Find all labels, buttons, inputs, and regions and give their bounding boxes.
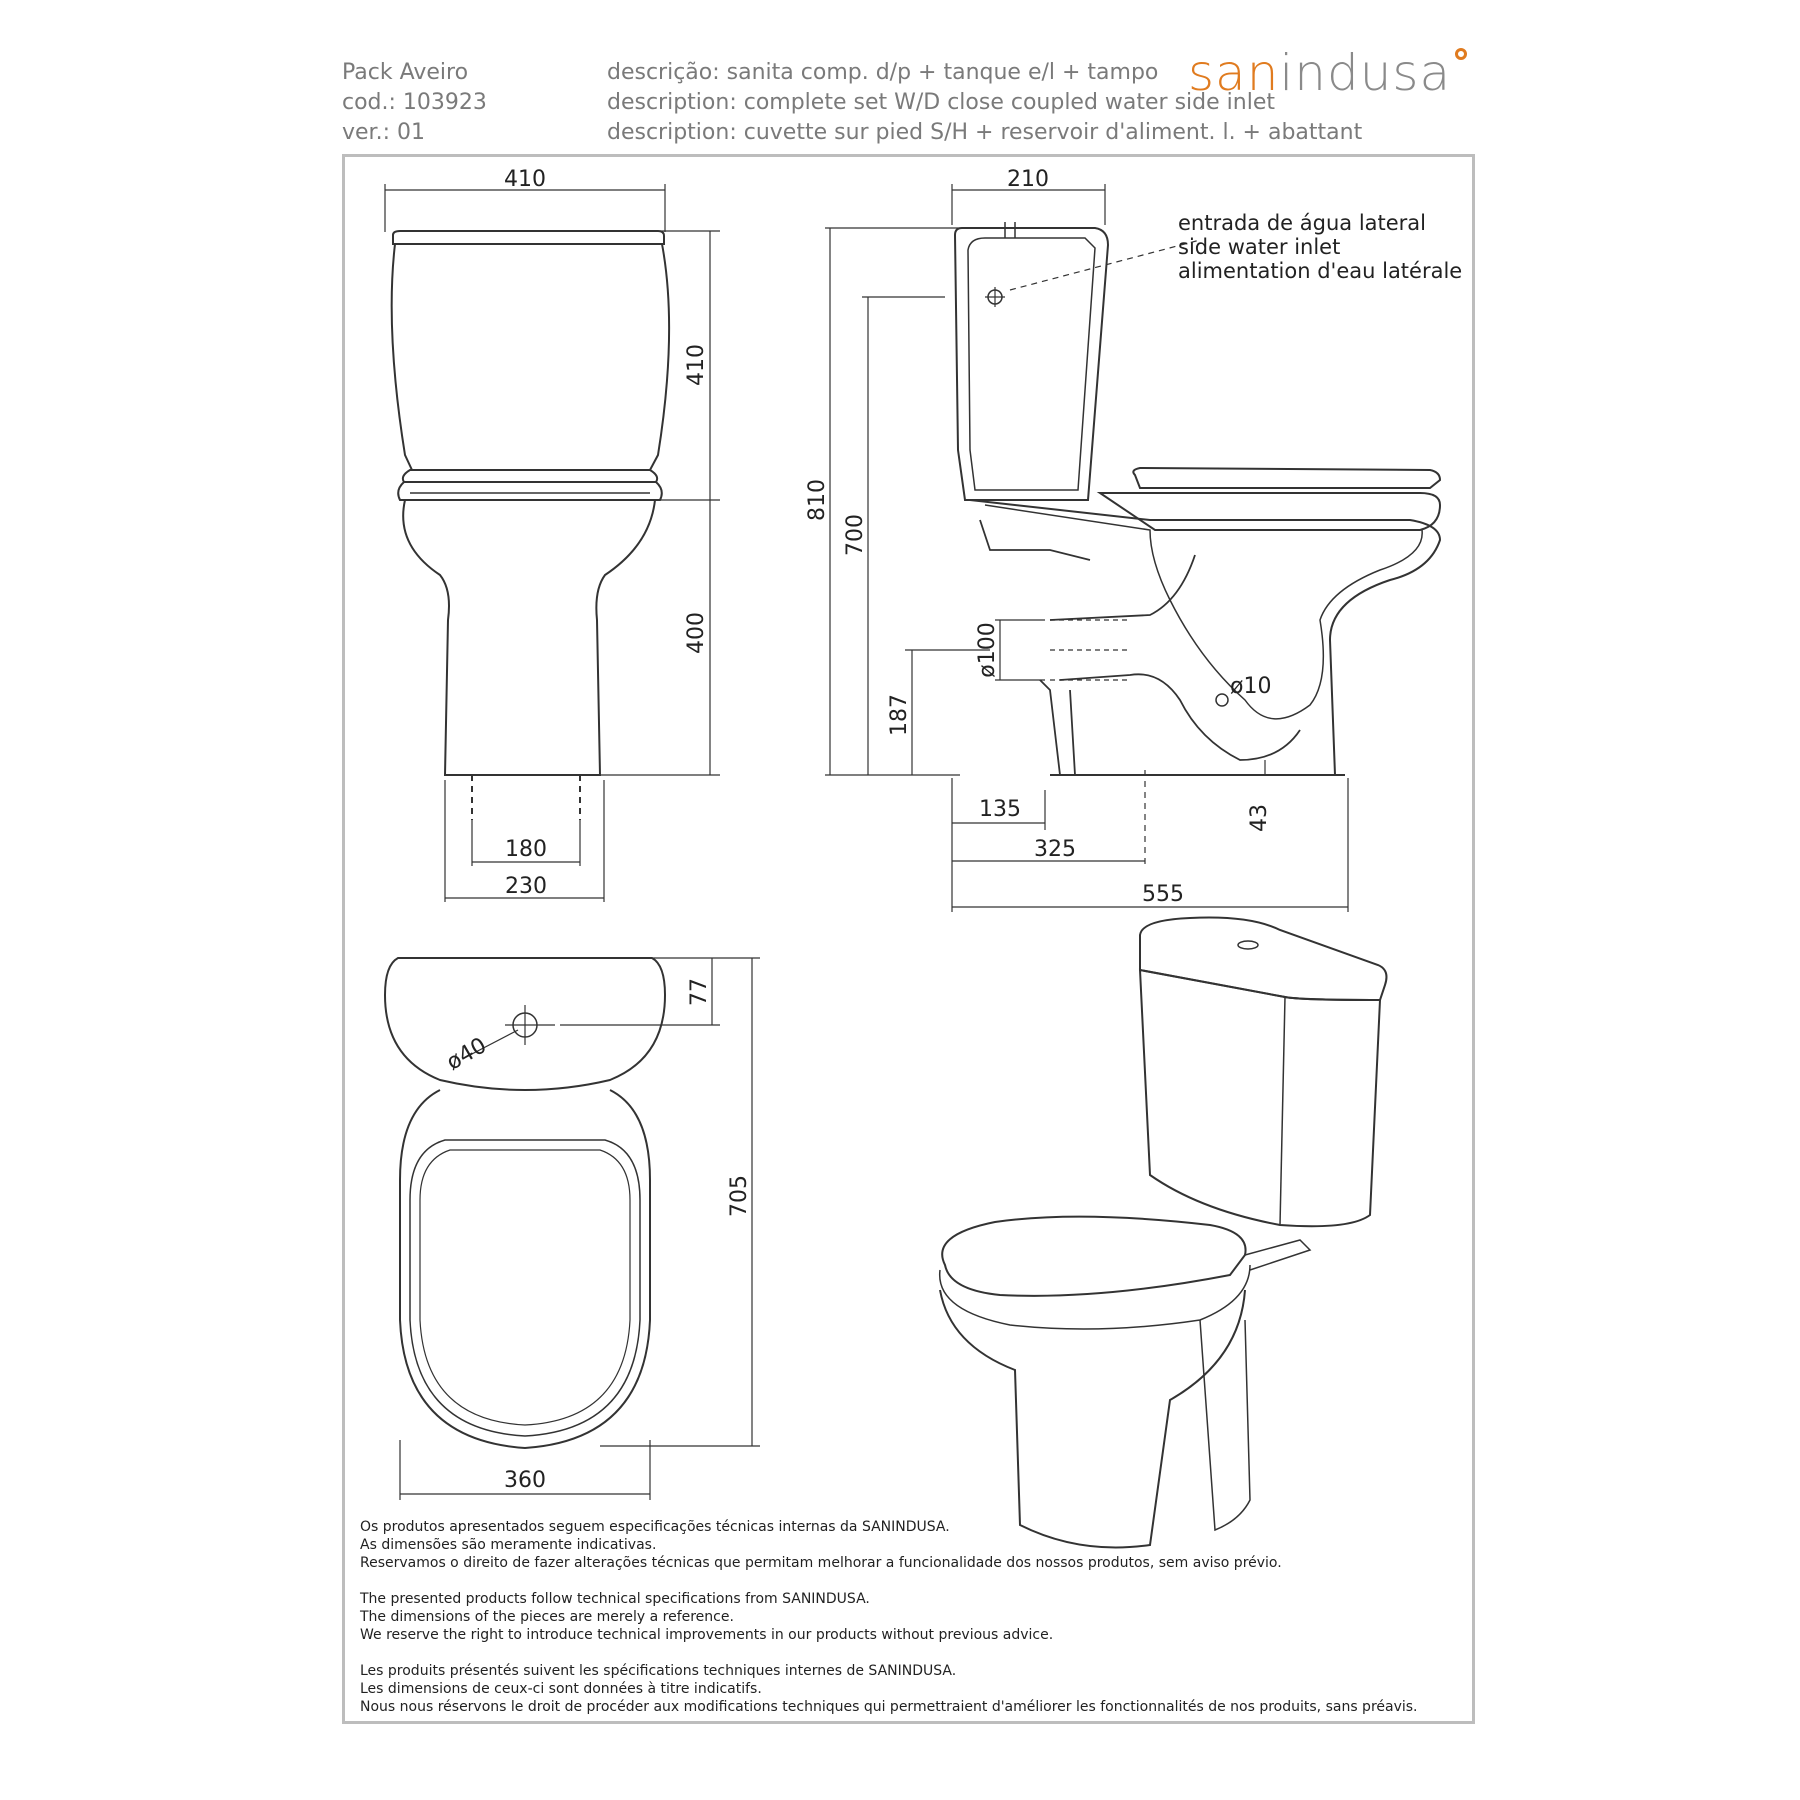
notes-en [360,1590,1418,1644]
dim-outlet-height: 187 [887,694,912,736]
dim-hole-offset: 77 [687,978,712,1006]
description-pt: descrição: sanita comp. d/p + tanque e/l + tampo [607,60,1159,85]
product-name: Pack Aveiro [342,60,469,85]
dim-trap-diameter: ø10 [1230,674,1272,699]
dim-total-depth: 555 [1142,882,1184,907]
front-seat [398,482,662,500]
side-tank-inner [968,238,1095,490]
front-tank-body [392,244,669,470]
dim-tank-height: 410 [684,344,709,386]
top-seat-outer [400,1090,650,1448]
perspective-view [940,918,1387,1548]
side-seat-lid [1133,468,1440,488]
front-view [385,167,720,902]
inlet-note-pt: entrada de água lateral [1178,211,1427,235]
iso-tank-body [1140,970,1380,1226]
dim-135: 135 [979,797,1021,822]
note-pt-3: Reservamos o direito de fazer alterações técnicas que permitam melhorar a funcionalidade dos nossos produtos, sem aviso prévio. [360,1555,1282,1571]
top-view [385,958,760,1500]
side-seat [1100,493,1440,530]
description-en: description: complete set W/D close coupled water side inlet [607,90,1275,115]
dim-bowl-height: 400 [684,612,709,654]
side-trap [1050,555,1300,760]
logo-san: san [1188,44,1280,102]
dim-outlet-diameter: ø100 [975,622,1000,678]
side-view [805,167,1462,912]
iso-seat [942,1217,1245,1296]
iso-tank-lid [1140,918,1386,1001]
side-bowl-inner [985,505,1422,719]
note-fr-2: Les dimensions de ceux-ci sont données à titre indicatifs. [360,1681,762,1697]
dim-tank-depth: 210 [1007,167,1049,192]
dim-seat-width: 360 [504,1468,546,1493]
dim-325: 325 [1034,837,1076,862]
notes-pt [360,1518,1418,1572]
dim-base-inner: 180 [505,837,547,862]
note-fr-3: Nous nous réservons le droit de procéder aux modifications techniques qui permettraient d'améliorer les fonctionnalités de nos produits, sans préavis. [360,1699,1418,1715]
front-tank-lid [393,231,664,244]
note-pt-1: Os produtos apresentados seguem especificações técnicas internas da SANINDUSA. [360,1519,950,1535]
dim-trap-offset: 43 [1247,804,1272,832]
inlet-note-fr: alimentation d'eau latérale [1178,259,1463,283]
dim-total-height: 810 [805,479,830,521]
note-en-3: We reserve the right to introduce technical improvements in our products without previous advice. [360,1627,1054,1643]
front-bowl [403,500,655,775]
notes-fr [360,1662,1418,1716]
logo-indusa: indusa [1279,44,1452,102]
dim-base-outer: 230 [505,874,547,899]
legal-notes [360,1518,1418,1734]
product-code: cod.: 103923 [342,90,487,115]
product-version: ver.: 01 [342,120,425,145]
dim-inlet-height: 700 [843,514,868,556]
inlet-note-en: side water inlet [1178,235,1341,259]
side-tank-outer [955,228,1108,500]
dim-front-width: 410 [504,167,546,192]
note-pt-2: As dimensões são meramente indicativas. [360,1537,657,1553]
note-fr-1: Les produits présentés suivent les spécifications techniques internes de SANINDUSA. [360,1663,957,1679]
dim-hole-diameter: ø40 [442,1033,491,1076]
front-seat-lid [403,470,657,482]
note-en-2: The dimensions of the pieces are merely a reference. [360,1609,734,1625]
dim-total-length: 705 [727,1175,752,1217]
description-fr: description: cuvette sur pied S/H + reservoir d'aliment. l. + abattant [607,120,1363,145]
note-en-1: The presented products follow technical specifications from SANINDUSA. [360,1591,870,1607]
